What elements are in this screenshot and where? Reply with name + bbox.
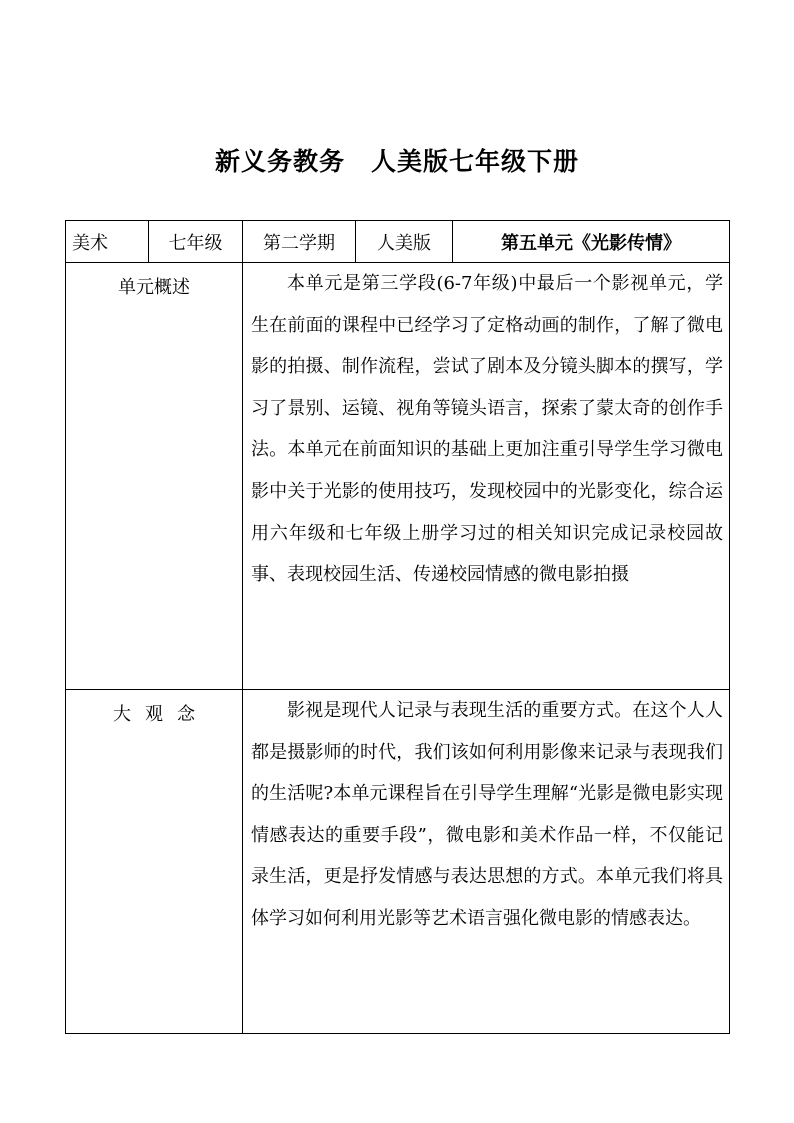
- big-concept-content: [243, 690, 730, 1034]
- big-concept-label: 大观念: [66, 690, 243, 1034]
- grade-cell: 七年级: [149, 221, 243, 263]
- table-row: [66, 690, 730, 1034]
- page-title: 新义务教务 人美版七年级下册: [214, 147, 579, 176]
- term-cell: 第二学期: [243, 221, 356, 263]
- overview-label: 单元概述: [66, 263, 243, 690]
- edition-cell: 人美版: [356, 221, 453, 263]
- unit-title-cell: 第五单元《光影传情》: [453, 221, 730, 263]
- big-concept-text: 影视是现代人记录与表现生活的重要方式。在这个人人都是摄影师的时代，我们该如何利用影像来记录与表现我们的生活呢?本单元课程旨在引导学生理解“光影是微电影实现情感表达的重要手段”，微电影和美术作品一样，不仅能记录生活，更是抒发情感与表达思想的方式。本单元我们将具体学习如何利用光影等艺术语言强化微电影的情感表达。: [251, 700, 723, 929]
- overview-content: [243, 263, 730, 690]
- overview-text: 本单元是第三学段(6-7年级)中最后一个影视单元，学生在前面的课程中已经学习了定格动画的制作，了解了微电影的拍摄、制作流程，尝试了剧本及分镜头脚本的撰写，学习了景别、运镜、视角等镜头语言，探索了蒙太奇的创作手法。本单元在前面知识的基础上更加注重引导学生学习微电影中关于光影的使用技巧，发现校园中的光影变化，综合运用六年级和七年级上册学习过的相关知识完成记录校园故事、表现校园生活、传递校园情感的微电影拍摄: [251, 273, 723, 586]
- unit-table: [65, 220, 730, 1034]
- table-row: [66, 263, 730, 690]
- table-header-row: [66, 221, 730, 263]
- subject-cell: 美术: [66, 221, 149, 263]
